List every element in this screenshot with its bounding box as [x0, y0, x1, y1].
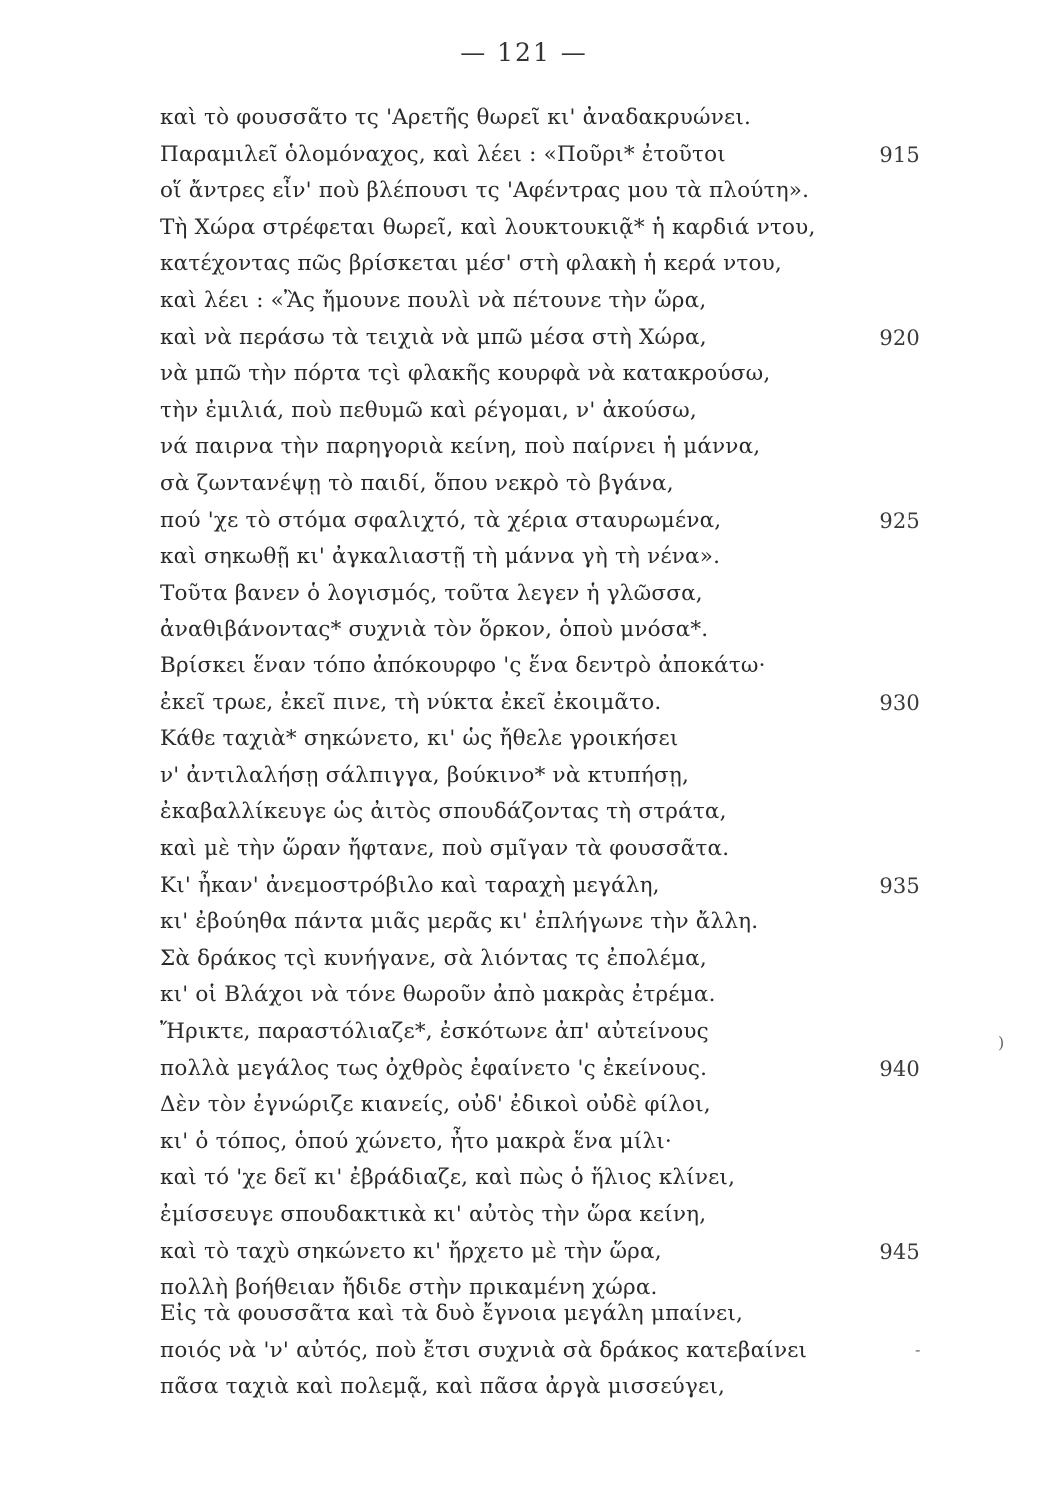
verse-line: [160, 1124, 920, 1161]
margin-mark: ): [998, 1033, 1005, 1052]
verse-text: καὶ λέει : «Ἂς ἤμουνε πουλὶ νὰ πέτουνε τὴν ὥρα,: [160, 287, 707, 313]
verse-line: [160, 904, 920, 941]
verse-line: [160, 758, 920, 795]
verse-line: [160, 941, 920, 978]
verse-text: καὶ μὲ τὴν ὥραν ἤφτανε, ποὺ σμῖγαν τὰ φουσσᾶτα.: [160, 835, 730, 861]
verse-line: [160, 466, 920, 503]
verse-text: Κάθε ταχιὰ* σηκώνετο, κι' ὡς ἤθελε γροικήσει: [160, 726, 679, 752]
verse-line: [160, 283, 920, 320]
stanza: [160, 648, 920, 1307]
verse-line: [160, 393, 920, 430]
verse-text: Σὰ δράκος τςὶ κυνήγανε, σὰ λιόντας τς ἐπολέμα,: [160, 945, 707, 971]
verse-line: [160, 320, 920, 357]
verse-text: νά παιρνα τὴν παρηγοριὰ κείνη, ποὺ παίρνει ἡ μάννα,: [160, 434, 761, 460]
verse-line: [160, 831, 920, 868]
verse-text: κι' ὁ τόπος, ὁπού χώνετο, ἦτο μακρὰ ἕνα μίλι·: [160, 1128, 672, 1154]
line-number: 945: [879, 1239, 920, 1264]
verse-line: [160, 1051, 920, 1088]
verse-text: σὰ ζωντανέψῃ τὸ παιδί, ὅπου νεκρὸ τὸ βγάνα,: [160, 470, 674, 496]
page-number: — 121 —: [460, 38, 588, 67]
verse-text: πᾶσα ταχιὰ καὶ πολεμᾷ, καὶ πᾶσα ἀργὰ μισσεύγει,: [160, 1374, 725, 1400]
verse-text: πολλὰ μεγάλος τως ὀχθρὸς ἐφαίνετο 'ς ἐκείνους.: [160, 1055, 708, 1081]
verse-text: τὴν ἐμιλιά, ποὺ πεθυμῶ καὶ ρέγομαι, ν' ἀκούσω,: [160, 397, 697, 423]
verse-text: νὰ μπῶ τὴν πόρτα τςὶ φλακῆς κουρφὰ νὰ κατακρούσω,: [160, 361, 771, 387]
verse-text: κατέχοντας πῶς βρίσκεται μέσ' στὴ φλακὴ ἡ κερά ντου,: [160, 251, 782, 277]
verse-text: Βρίσκει ἕναν τόπο ἀπόκουρφο 'ς ἕνα δεντρὸ ἀποκάτω·: [160, 653, 766, 678]
verse-line: [160, 210, 920, 247]
verse-text: ἐκαβαλλίκευγε ὡς ἀιτὸς σπουδάζοντας τὴ στράτα,: [160, 799, 727, 825]
verse-text: Δὲν τὸν ἐγνώριζε κιανείς, οὐδ' ἐδικοὶ οὐδὲ φίλοι,: [160, 1092, 711, 1118]
verse-text: Τοῦτα βανεν ὁ λογισμός, τοῦτα λεγεν ἡ γλῶσσα,: [160, 580, 703, 606]
verse-line: [160, 977, 920, 1014]
verse-text: ν' ἀντιλαλήσῃ σάλπιγγα, βούκινο* νὰ κτυπήσῃ,: [160, 762, 689, 788]
verse-line: [160, 1087, 920, 1124]
verse-line: [160, 868, 920, 905]
verse-text: ποιός νὰ 'ν' αὐτός, ποὺ ἔτσι συχνιὰ σὰ δράκος κατεβαίνει: [160, 1337, 808, 1363]
verse-line: [160, 1333, 920, 1370]
verse-line: [160, 100, 920, 137]
verse-text: κι' οἱ Βλάχοι νὰ τόνε θωροῦν ἀπὸ μακρὰς ἐτρέμα.: [160, 982, 716, 1008]
verse-line: [160, 576, 920, 613]
verse-line: [160, 1197, 920, 1234]
verse-line: [160, 612, 920, 649]
verse-text: κι' ἐβούηθα πάντα μιᾶς μερᾶς κι' ἐπλήγωνε τὴν ἄλλη.: [160, 909, 759, 935]
line-number: 940: [879, 1056, 920, 1081]
verse-line: [160, 173, 920, 210]
verse-text: οἵ ἄντρες εἶν' ποὺ βλέπουσι τς 'Αφέντρας μου τὰ πλούτη».: [160, 178, 810, 204]
verse-line: [160, 1160, 920, 1197]
stanza: [160, 100, 920, 649]
verse-line: [160, 1234, 920, 1271]
verse-text: πολλὴ βοήθειαν ἤδιδε στὴν πρικαμένη χώρα.: [160, 1275, 658, 1301]
verse-text: Εἰς τὰ φουσσᾶτα καὶ τὰ δυὸ ἔγνοια μεγάλη μπαίνει,: [160, 1301, 744, 1326]
verse-text: καὶ σηκωθῇ κι' ἀγκαλιαστῇ τὴ μάννα γὴ τὴ νένα».: [160, 544, 721, 570]
verse-line: [160, 539, 920, 576]
verse-text: Κι' ἦκαν' ἀνεμοστρόβιλο καὶ ταραχὴ μεγάλη,: [160, 872, 660, 898]
verse-text: καὶ τὸ ταχὺ σηκώνετο κι' ἤρχετο μὲ τὴν ὥρα,: [160, 1238, 662, 1264]
verse-line: [160, 721, 920, 758]
verse-text: ἀναθιβάνοντας* συχνιὰ τὸν ὅρκον, ὁποὺ μνόσα*.: [160, 617, 709, 643]
stanza: [160, 1296, 920, 1406]
verse-text: καὶ τὸ φουσσᾶτο τς 'Αρετῆς θωρεῖ κι' ἀναδακρυώνει.: [160, 105, 751, 130]
verse-text: καὶ νὰ περάσω τὰ τειχιὰ νὰ μπῶ μέσα στὴ Χώρα,: [160, 324, 707, 350]
verse-line: [160, 685, 920, 722]
verse-line: [160, 794, 920, 831]
verse-text: ἐκεῖ τρωε, ἐκεῖ πινε, τὴ νύκτα ἐκεῖ ἐκοιμᾶτο.: [160, 689, 662, 715]
verse-line: [160, 429, 920, 466]
verse-text: καὶ τό 'χε δεῖ κι' ἐβράδιαζε, καὶ πὼς ὁ ἥλιος κλίνει,: [160, 1165, 736, 1191]
line-number: 925: [879, 508, 920, 533]
line-number: 935: [879, 873, 920, 898]
verse-text: ἐμίσσευγε σπουδακτικὰ κι' αὐτὸς τὴν ὥρα κείνη,: [160, 1201, 707, 1227]
line-number: 920: [879, 325, 920, 350]
verse-line: [160, 648, 920, 685]
verse-text: Τὴ Χώρα στρέφεται θωρεῖ, καὶ λουκτουκιᾷ* ἡ καρδιά ντου,: [160, 214, 816, 240]
verse-text: Παραμιλεῖ ὁλομόναχος, καὶ λέει : «Ποῦρι* ἐτοῦτοι: [160, 141, 726, 167]
verse-line: [160, 1296, 920, 1333]
margin-mark: -: [915, 1340, 921, 1359]
line-number: 915: [879, 142, 920, 167]
verse-line: [160, 246, 920, 283]
verse-line: [160, 503, 920, 540]
verse-text: πού 'χε τὸ στόμα σφαλιχτό, τὰ χέρια σταυρωμένα,: [160, 507, 722, 533]
verse-line: [160, 137, 920, 174]
line-number: 930: [879, 690, 920, 715]
verse-line: [160, 1369, 920, 1406]
verse-line: [160, 356, 920, 393]
verse-text: Ἤρικτε, παραστόλιαζε*, ἐσκότωνε ἀπ' αὐτείνους: [160, 1018, 709, 1044]
verse-line: [160, 1014, 920, 1051]
